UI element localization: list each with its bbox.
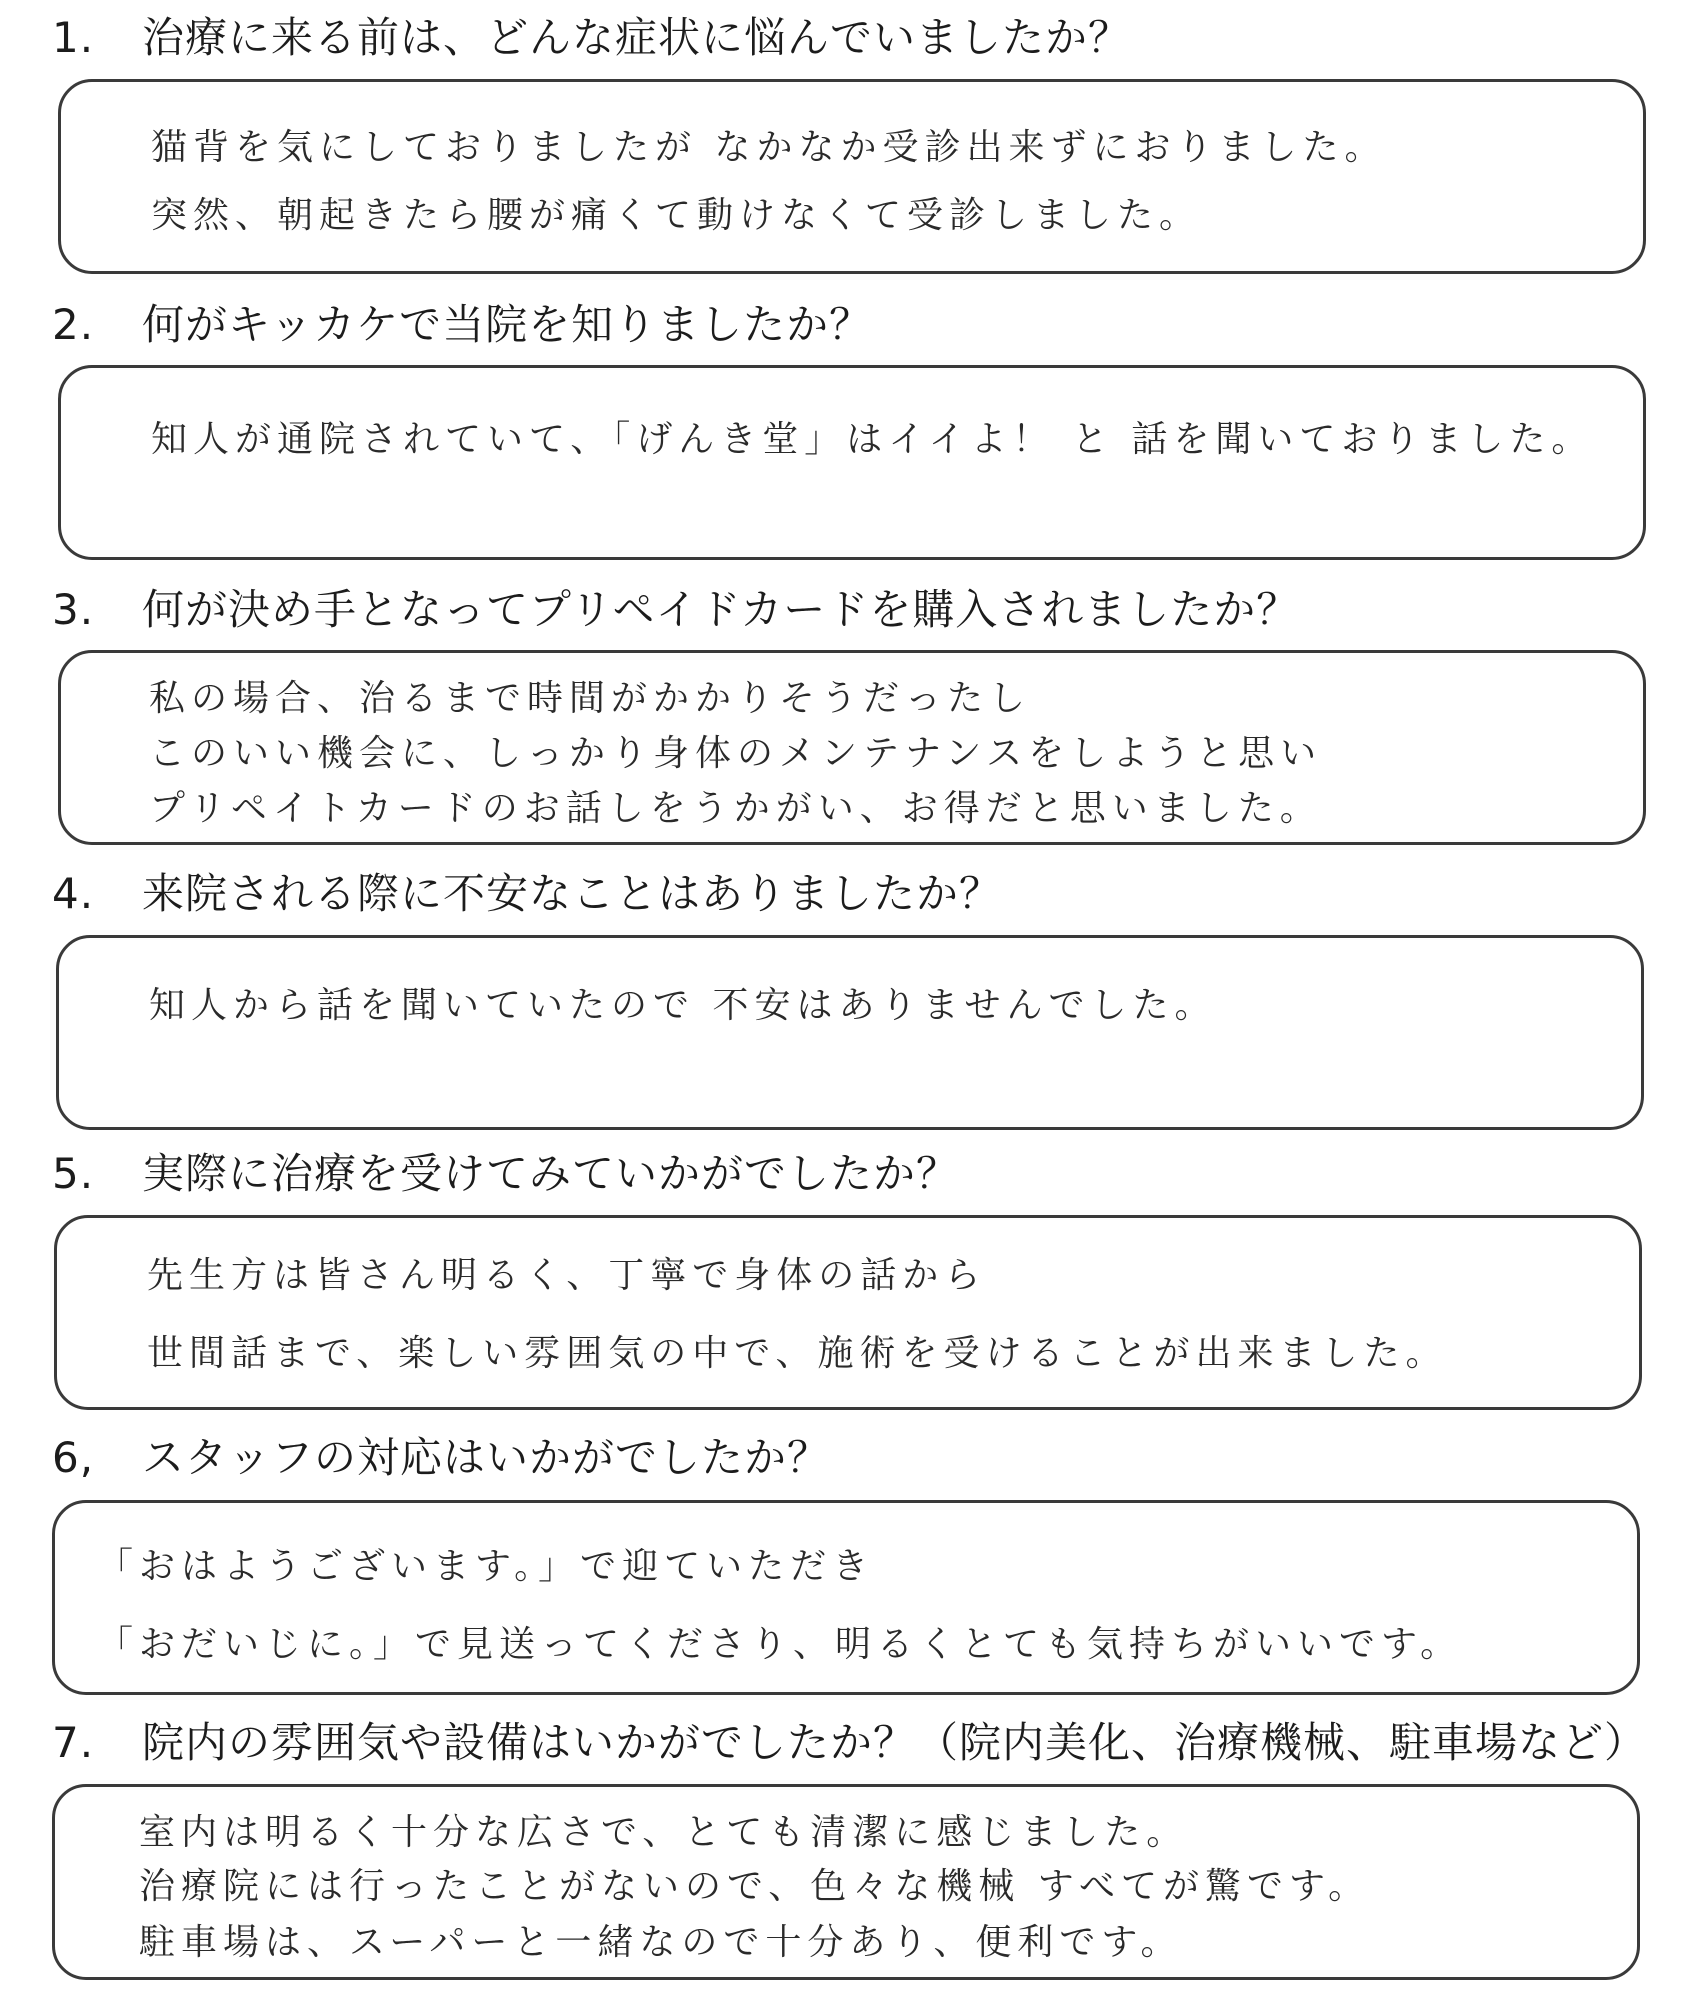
question-text: 何がキッカケで当院を知りましたか？ (142, 300, 873, 349)
question-number: 7. (52, 1718, 95, 1767)
answer-line: 先生方は皆さん明るく、丁寧で身体の話から (147, 1255, 987, 1296)
question-number: 1. (52, 13, 95, 62)
question-7 (52, 1715, 1647, 1771)
question-2 (52, 297, 872, 353)
answer-box-4 (56, 935, 1644, 1130)
question-text: 治療に来る前は、どんな症状に悩んでいましたか？ (142, 13, 1132, 62)
question-text: 来院される際に不安なことはありましたか？ (142, 869, 1003, 918)
question-number: 5. (52, 1149, 95, 1198)
answer-line: 知人から話を聞いていたので 不安はありませんでした。 (149, 985, 1217, 1026)
answer-line: このいい機会に、しっかり身体のメンテナンスをしようと思い (149, 733, 1323, 774)
question-number: 4. (52, 869, 95, 918)
answer-line: 突然、朝起きたら腰が痛くて動けなくて受診しました。 (151, 195, 1202, 236)
answer-box-7 (52, 1784, 1640, 1980)
answer-box-6 (52, 1500, 1640, 1695)
answer-line: 世間話まで、楽しい雰囲気の中で、施術を受けることが出来ました。 (147, 1333, 1448, 1374)
question-text: 院内の雰囲気や設備はいかがでしたか？（院内美化、治療機械、駐車場など） (142, 1718, 1648, 1767)
question-5 (52, 1146, 959, 1202)
answer-line: 駐車場は、スーパーと一緒なので十分あり、便利です。 (139, 1922, 1183, 1963)
question-6 (52, 1430, 830, 1486)
question-1 (52, 10, 1131, 66)
question-4 (52, 866, 1002, 922)
answer-box-2 (58, 365, 1646, 560)
question-number: 6, (52, 1433, 95, 1482)
question-text: スタッフの対応はいかがでしたか？ (142, 1433, 831, 1482)
question-text: 実際に治療を受けてみていかがでしたか？ (142, 1149, 960, 1198)
answer-line: 「おはようございます。」で迎ていただき (97, 1546, 875, 1587)
question-3 (52, 582, 1299, 638)
answer-line: 「おだいじに。」で見送ってくださり、明るくとても気持ちがいいです。 (97, 1624, 1463, 1665)
answer-line: 治療院には行ったことがないので、色々な機械 すべてが驚です。 (139, 1866, 1371, 1907)
answer-box-1 (58, 79, 1646, 274)
question-number: 3. (52, 585, 95, 634)
answer-line: プリペイトカードのお話しをうかがい、お得だと思いました。 (149, 788, 1322, 829)
answer-box-3 (58, 650, 1646, 845)
answer-line: 私の場合、治るまで時間がかかりそうだったし (149, 678, 1032, 719)
question-number: 2. (52, 300, 95, 349)
answer-line: 猫背を気にしておりましたが なかなか受診出来ずにおりました。 (151, 127, 1387, 168)
answer-box-5 (54, 1215, 1642, 1410)
question-text: 何が決め手となってプリペイドカードを購入されましたか？ (142, 585, 1300, 634)
answer-line: 室内は明るく十分な広さで、とても清潔に感じました。 (139, 1812, 1189, 1853)
answer-line: 知人が通院されていて、「げんき堂」はイイよ！ と 話を聞いておりました。 (151, 419, 1594, 460)
